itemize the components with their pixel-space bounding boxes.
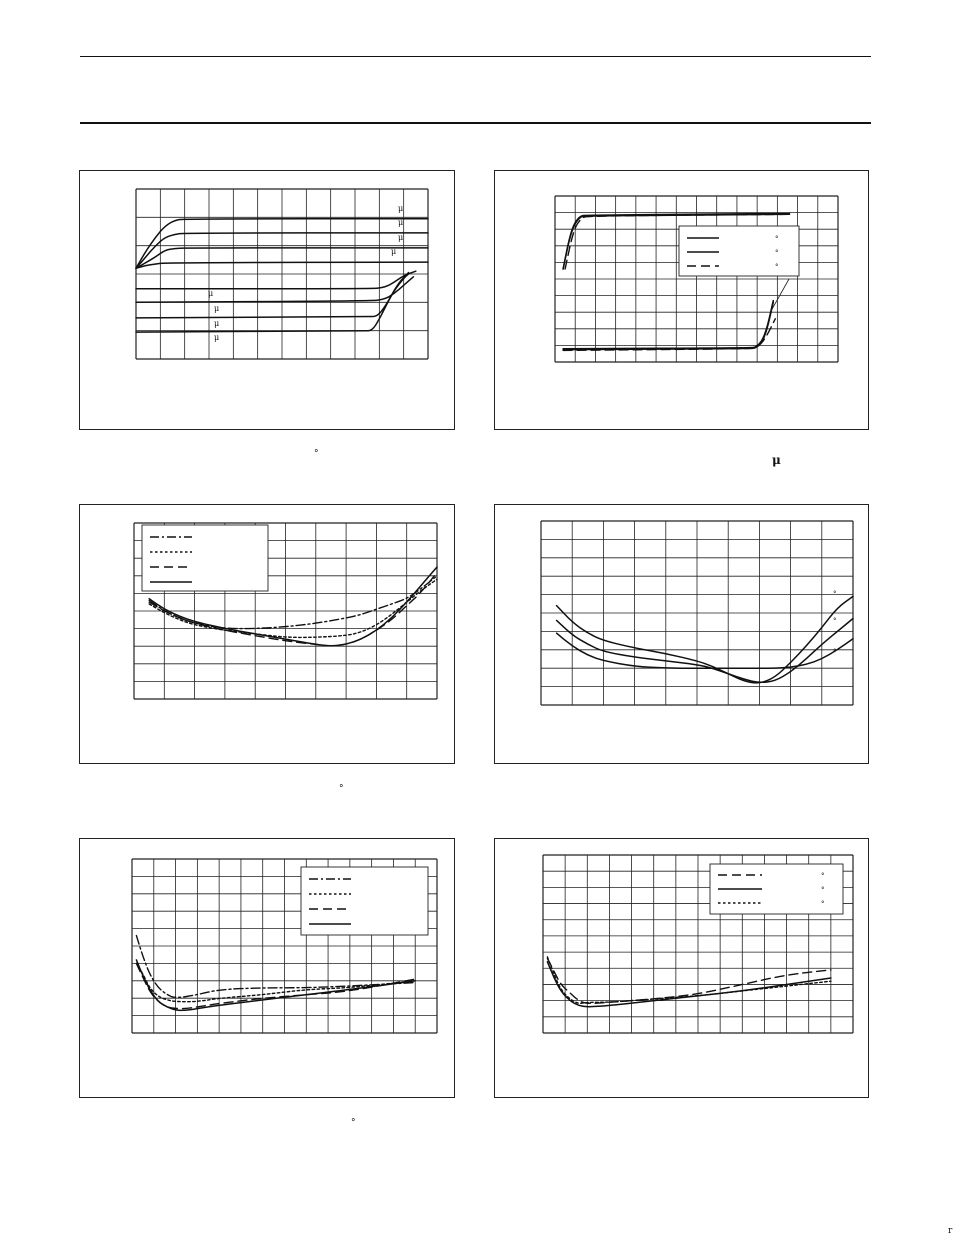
figure-panel-5 bbox=[79, 838, 455, 1098]
legend-label-2: ° bbox=[775, 249, 779, 257]
chart-5 bbox=[80, 839, 454, 1097]
series-line-7 bbox=[136, 274, 409, 318]
series-label-3: μ bbox=[398, 233, 404, 242]
legend-label-2: ° bbox=[833, 617, 837, 625]
legend-box bbox=[142, 525, 268, 591]
legend-label-3: ° bbox=[775, 263, 779, 271]
figure-caption-3: ° bbox=[339, 784, 344, 794]
series-line-4 bbox=[563, 301, 773, 349]
chart-4 bbox=[495, 505, 868, 763]
series-line-1 bbox=[557, 596, 853, 682]
figure-caption-1: ° bbox=[314, 449, 319, 459]
chart-3 bbox=[80, 505, 454, 763]
chart-2 bbox=[495, 171, 868, 429]
page-mark: r bbox=[948, 1226, 953, 1236]
series-label-7: μ bbox=[214, 319, 220, 328]
legend-box bbox=[679, 226, 799, 276]
series-label-4: μ bbox=[391, 247, 397, 256]
legend-label-2: ° bbox=[821, 886, 825, 894]
figure-panel-1 bbox=[79, 170, 455, 430]
series-line-1 bbox=[136, 936, 415, 998]
chart-1 bbox=[80, 171, 454, 429]
series-line-2 bbox=[557, 619, 853, 683]
legend-label-3: ° bbox=[821, 900, 825, 908]
series-label-5: μ bbox=[208, 289, 214, 298]
legend-label-3: ° bbox=[833, 648, 837, 656]
legend-label-1: ° bbox=[833, 590, 837, 598]
legend-label-1: ° bbox=[821, 872, 825, 880]
figure-panel-4 bbox=[494, 504, 869, 764]
figure-panel-3 bbox=[79, 504, 455, 764]
header-rule-top bbox=[80, 56, 871, 57]
series-label-1: μ bbox=[398, 204, 404, 213]
series-line-6 bbox=[136, 277, 413, 303]
chart-6 bbox=[495, 839, 868, 1097]
figure-caption-5: ° bbox=[351, 1118, 356, 1128]
figure-caption-2: μ bbox=[772, 453, 781, 467]
figure-panel-2 bbox=[494, 170, 869, 430]
legend-label-1: ° bbox=[775, 235, 779, 243]
series-label-6: μ bbox=[214, 304, 220, 313]
series-line-5 bbox=[563, 302, 773, 349]
series-label-2: μ bbox=[398, 218, 404, 227]
figure-panel-6 bbox=[494, 838, 869, 1098]
annotation-leader-line bbox=[771, 279, 789, 311]
series-line-2 bbox=[136, 963, 415, 1001]
series-label-8: μ bbox=[214, 333, 220, 342]
header-rule-bottom bbox=[80, 122, 871, 124]
